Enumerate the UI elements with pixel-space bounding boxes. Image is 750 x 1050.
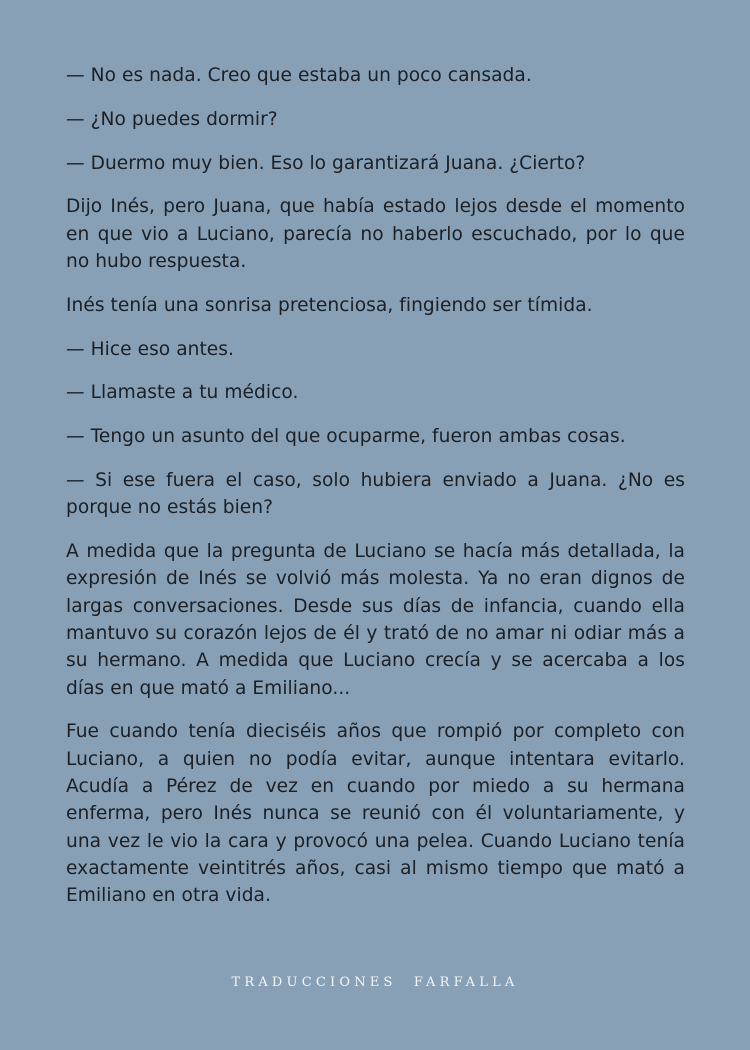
dialogue-line: — Duermo muy bien. Eso lo garantizará Juana. ¿Cierto? <box>66 152 586 174</box>
footer-credit: TRADUCCIONES FARFALLA <box>231 975 519 990</box>
page-body <box>66 62 685 926</box>
dialogue-line: — Tengo un asunto del que ocuparme, fueron ambas cosas. <box>66 426 626 448</box>
narrative-paragraph: Inés tenía una sonrisa pretenciosa, fingiendo ser tímida. <box>66 294 593 316</box>
dialogue-line: — No es nada. Creo que estaba un poco cansada. <box>66 65 532 86</box>
narrative-paragraph: Fue cuando tenía dieciséis años que rompió por completo con Luciano, a quien no podía evitar, aunque intentara evitarlo. Acudía a Pérez de vez en cuando por miedo a su hermana enferma, pero Inés nunca se reunió con él voluntariamente, y una vez le vio la cara y provocó una pelea. Cuando Luciano tenía exactamente veintitrés años, casi al mismo tiempo que mató a Emiliano en otra vida. <box>66 721 685 907</box>
dialogue-line: — Llamaste a tu médico. <box>66 382 299 404</box>
narrative-paragraph: Dijo Inés, pero Juana, que había estado lejos desde el momento en que vio a Luciano, parecía no haberlo escuchado, por lo que no hubo respuesta. <box>66 196 685 272</box>
dialogue-line: — Hice eso antes. <box>66 338 234 360</box>
dialogue-line: — Si ese fuera el caso, solo hubiera enviado a Juana. ¿No es porque no estás bien? <box>66 469 685 519</box>
narrative-paragraph: A medida que la pregunta de Luciano se hacía más detallada, la expresión de Inés se volvió más molesta. Ya no eran dignos de largas conversaciones. Desde sus días de infancia, cuando ella mantuvo su corazón lejos de él y trató de no amar ni odiar más a su hermano. A medida que Luciano crecía y se acercaba a los días en que mató a Emiliano... <box>66 541 685 699</box>
dialogue-line: — ¿No puedes dormir? <box>66 108 278 130</box>
